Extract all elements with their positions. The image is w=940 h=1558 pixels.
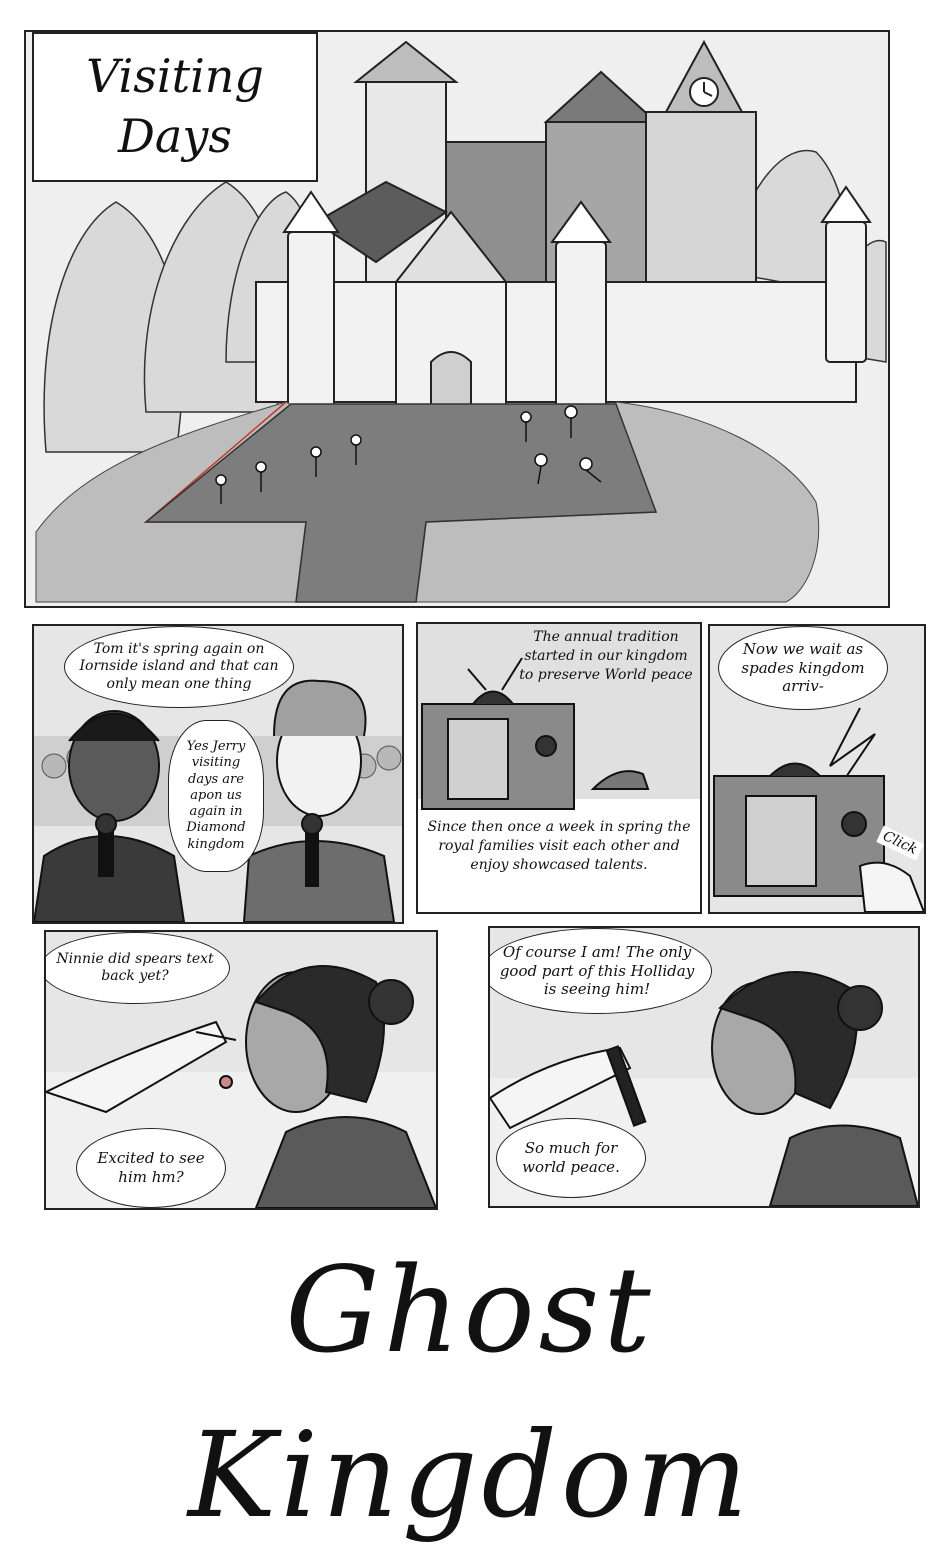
- page-title-line2: Days: [118, 109, 232, 163]
- speech-text-question: Ninnie did spears text back yet?: [56, 950, 214, 984]
- panel-makeup: [44, 930, 438, 1210]
- speech-text-excited: Excited to see him hm?: [97, 1149, 205, 1186]
- caption-tradition: [518, 628, 694, 685]
- panel-reporters: [32, 624, 404, 924]
- page-title-line1: Visiting: [86, 49, 264, 104]
- caption-since-then: [418, 818, 700, 875]
- speech-bubble-of-course: [488, 928, 712, 1014]
- radio-speech-text: Now we wait as spades kingdom arriv-: [741, 639, 865, 696]
- page-title-box: [32, 32, 318, 182]
- click-sfx: Click: [876, 826, 923, 861]
- radio-speech-bubble: [718, 626, 888, 710]
- speech-bubble-excited: [76, 1128, 226, 1208]
- speech-bubble-question: [44, 932, 230, 1004]
- comic-title: Ghost Kingdom: [188, 1241, 752, 1545]
- hand-icon: [860, 863, 924, 912]
- panel-radio-history: [416, 622, 702, 914]
- speech-text-world-peace: So much for world peace.: [522, 1139, 620, 1176]
- radio-signal-icon: [830, 708, 875, 786]
- panel-makeup-2: [488, 926, 920, 1208]
- speech-bubble-world-peace: [496, 1118, 646, 1198]
- hair-bun: [369, 980, 413, 1024]
- caption-since-then-text: Since then once a week in spring the royal families visit each other and enjoy showcased talents.: [427, 819, 691, 873]
- speech-text-jerry: Yes Jerry visiting days are apon us again in Diamond kingdom: [186, 739, 246, 852]
- panel-castle: [24, 30, 890, 608]
- speech-text-of-course: Of course I am! The only good part of this Holliday is seeing him!: [499, 942, 695, 999]
- caption-tradition-text: The annual tradition started in our kingdom to preserve World peace: [519, 629, 693, 683]
- speech-text-tom: Tom it's spring again on Iornside island and that can only mean one thing: [79, 640, 279, 692]
- panel-radio-click: [708, 624, 926, 914]
- speech-bubble-jerry: [168, 720, 264, 872]
- castle-gate: [431, 352, 471, 412]
- speech-bubble-tom: [64, 626, 294, 708]
